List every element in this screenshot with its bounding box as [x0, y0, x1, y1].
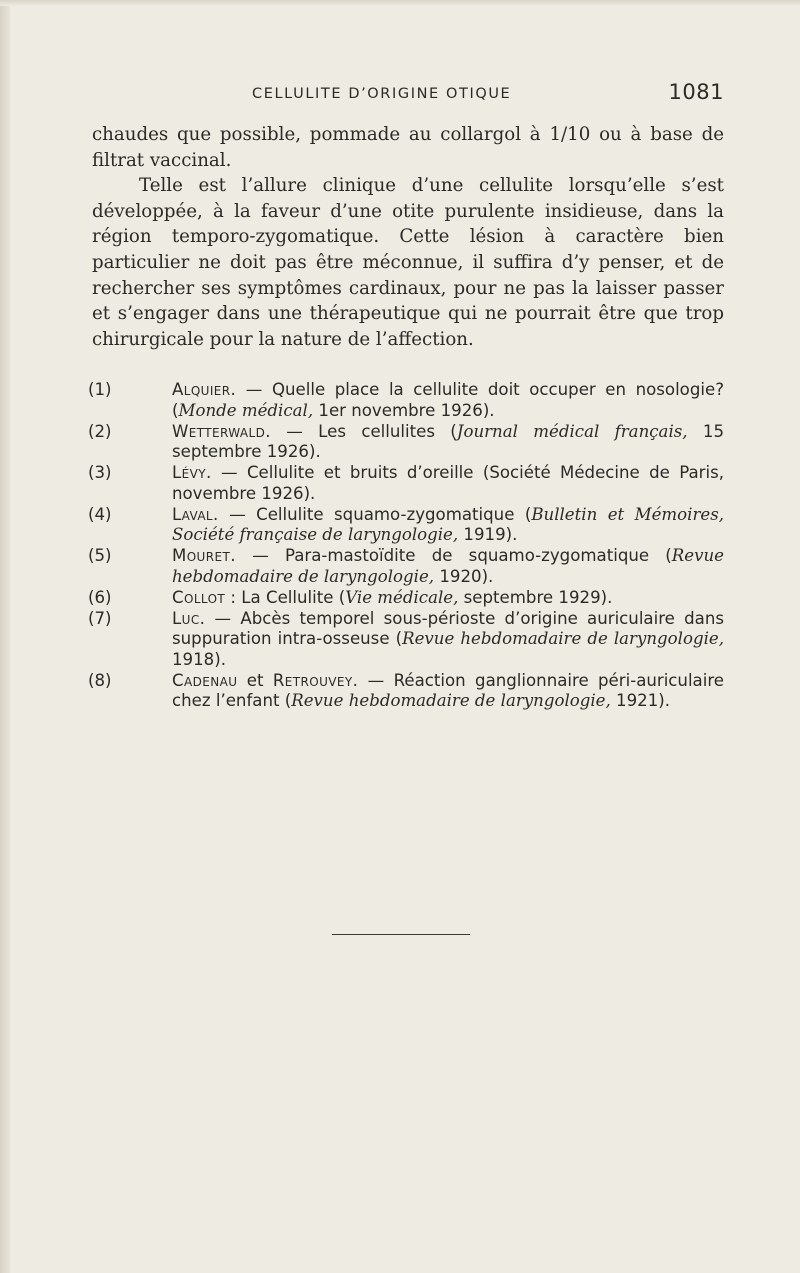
reference-item: [88, 504, 724, 546]
running-title: CELLULITE D’ORIGINE OTIQUE: [252, 86, 512, 102]
references-list: [88, 380, 725, 712]
reference-item: [88, 608, 724, 671]
reference-coauthor: Retrouvey.: [272, 670, 359, 690]
reference-number: (8): [88, 670, 112, 690]
body-text: [92, 122, 724, 352]
reference-author: Cadenau: [172, 670, 238, 690]
scan-top-shadow: [0, 0, 800, 6]
reference-date: 1921).: [610, 691, 671, 710]
page-header: [92, 80, 724, 110]
reference-source: Revue hebdomadaire de laryngologie,: [172, 546, 724, 586]
reference-author: Mouret.: [172, 546, 236, 565]
reference-text: — Abcès temporel sous-périoste d’origine auriculaire dans suppuration intra-osseuse (: [172, 608, 724, 648]
reference-source: Monde médical,: [178, 400, 314, 420]
page-number: 1081: [668, 80, 724, 104]
reference-text: — Cellulite et bruits d’oreille (Société Médecine de Paris, novembre 1926).: [172, 463, 724, 503]
reference-date: 1920).: [434, 566, 494, 586]
reference-author: Alquier.: [172, 380, 237, 399]
scan-edge-shadow: [0, 0, 10, 1273]
reference-author: Collot: [172, 587, 226, 607]
reference-date: 1919).: [458, 525, 518, 544]
reference-text: — Para-mastoïdite de squamo-zygomatique (: [235, 546, 672, 565]
reference-source: Journal médical français,: [456, 421, 688, 441]
reference-number: (5): [88, 546, 112, 565]
end-rule: [332, 934, 470, 935]
reference-author: Luc.: [172, 608, 206, 628]
reference-author: Wetterwald.: [172, 421, 271, 441]
reference-text: — Quelle place la cellulite doit occuper en nosologie? (: [172, 380, 724, 420]
reference-date: 1918).: [172, 649, 226, 669]
reference-number: (4): [88, 504, 112, 524]
reference-number: (7): [88, 608, 112, 628]
reference-source: Revue hebdomadaire de laryngologie,: [402, 629, 724, 648]
reference-author: Lévy.: [172, 463, 212, 482]
reference-source: Revue hebdomadaire de laryngologie,: [291, 691, 611, 710]
reference-date: 1er novembre 1926).: [313, 400, 495, 420]
reference-item: [88, 421, 725, 463]
reference-text-continued: — Réaction ganglionnaire péri-auriculaire chez l’enfant (: [172, 670, 725, 710]
reference-number: (2): [88, 421, 112, 441]
reference-date: septembre 1929).: [458, 587, 613, 607]
reference-source: Vie médicale,: [345, 587, 459, 607]
reference-item: [88, 587, 724, 609]
reference-item: [88, 463, 724, 504]
reference-text: — Cellulite squamo-zygomatique (: [218, 504, 532, 524]
reference-date: 15 septembre 1926).: [172, 421, 725, 461]
reference-number: (1): [88, 380, 112, 399]
reference-number: (6): [88, 587, 112, 607]
reference-text: et: [237, 670, 273, 690]
reference-item: [88, 546, 724, 587]
paragraph-2: Telle est l’allure clinique d’une cellulite lorsqu’elle s’est développée, à la faveur d’une otite purulente insidieuse, dans la région temporo-zygomatique. Cette lésion à caractère bien particulier ne doit pas être méconnue, il suffira d’y penser, et de rechercher ses symptômes cardinaux, pour ne pas la laisser passer et s’engager dans une thérapeutique qui ne pourrait être que trop chirurgicale pour la nature de l’affection.: [92, 175, 724, 350]
reference-number: (3): [88, 463, 112, 482]
reference-item: [88, 670, 725, 712]
reference-text: : La Cellulite (: [225, 587, 346, 607]
paragraph-1: chaudes que possible, pommade au collargol à 1/10 ou à base de filtrat vaccinal.: [92, 124, 724, 171]
reference-source: Bulletin et Mémoires, Société française de laryngologie,: [172, 504, 724, 544]
reference-author: Laval.: [172, 504, 219, 524]
reference-text: — Les cellulites (: [270, 421, 457, 441]
reference-item: [88, 380, 724, 421]
